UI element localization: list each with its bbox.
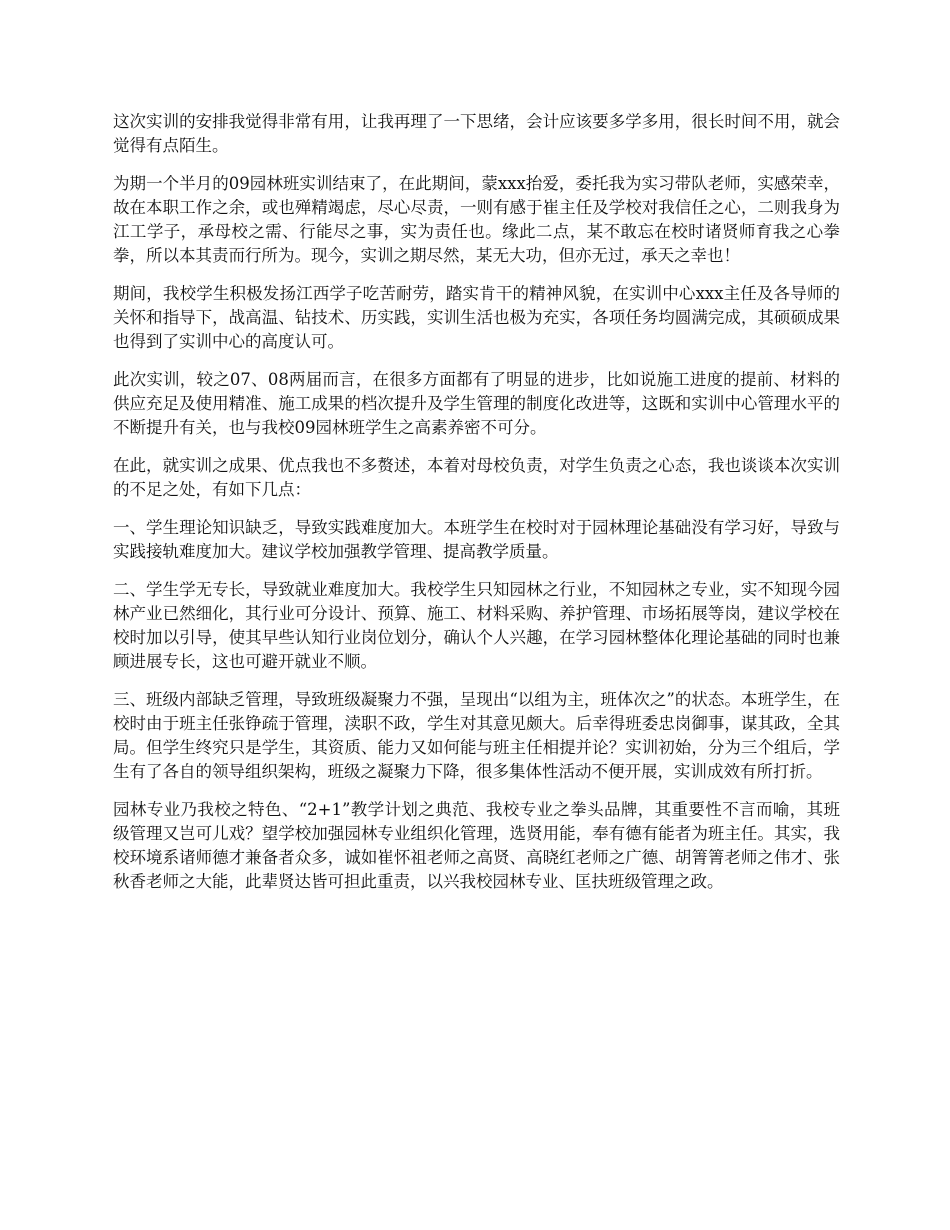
paragraph-8: 三、班级内部缺乏管理，导致班级凝聚力不强，呈现出“以组为主，班体次之”的状态。本班学生，在校时由于班主任张铮疏于管理，渎职不政，学生对其意见颇大。后幸得班委忠岗御事，谋其政，全其局。但学生终究只是学生，其资质、能力又如何能与班主任相提并论？实训初始，分为三个组后，学生有了各自的领导组织架构，班级之凝聚力下降，很多集体性活动不便开展，实训成效有所打折。: [113, 690, 840, 781]
paragraph-2: 为期一个半月的09园林班实训结束了，在此期间，蒙xxx抬爱，委托我为实习带队老师，实感荣幸，故在本职工作之余，或也殚精竭虑，尽心尽责，一则有感于崔主任及学校对我信任之心，二则我身为江工学子，承母校之需、行能尽之事，实为责任也。缘此二点，某不敢忘在校时诸贤师育我之心拳拳，所以本其责而行所为。现今，实训之期尽然，某无大功，但亦无过，承天之幸也！: [113, 174, 840, 265]
paragraph-7: 二、学生学无专长，导致就业难度加大。我校学生只知园林之行业，不知园林之专业，实不知现今园林产业已然细化，其行业可分设计、预算、施工、材料采购、养护管理、市场拓展等岗，建议学校在校时加以引导，使其早些认知行业岗位划分，确认个人兴趣，在学习园林整体化理论基础的同时也兼顾进展专长，这也可避开就业不顺。: [113, 580, 840, 671]
paragraph-6: 一、学生理论知识缺乏，导致实践难度加大。本班学生在校时对于园林理论基础没有学习好，导致与实践接轨难度加大。建议学校加强教学管理、提高教学质量。: [113, 518, 840, 561]
paragraph-9: 园林专业乃我校之特色、“2+1”教学计划之典范、我校专业之拳头品牌，其重要性不言而喻，其班级管理又岂可儿戏？望学校加强园林专业组织化管理，选贤用能，奉有德有能者为班主任。其实，我校环境系诸师德才兼备者众多，诚如崔怀祖老师之高贤、高晓红老师之广德、胡箐箐老师之伟才、张秋香老师之大能，此辈贤达皆可担此重责，以兴我校园林专业、匡扶班级管理之政。: [113, 800, 840, 891]
paragraph-4: 此次实训，较之07、08两届而言，在很多方面都有了明显的进步，比如说施工进度的提前、材料的供应充足及使用精准、施工成果的档次提升及学生管理的制度化改进等，这既和实训中心管理水平的不断提升有关，也与我校09园林班学生之高素养密不可分。: [113, 370, 840, 437]
paragraph-5: 在此，就实训之成果、优点我也不多赘述，本着对母校负责，对学生负责之心态，我也谈谈本次实训的不足之处，有如下几点：: [113, 456, 840, 499]
paragraph-1: 这次实训的安排我觉得非常有用，让我再理了一下思绪，会计应该要多学多用，很长时间不用，就会觉得有点陌生。: [113, 112, 840, 155]
document-body: [113, 110, 840, 908]
paragraph-3: 期间，我校学生积极发扬江西学子吃苦耐劳，踏实肯干的精神风貌，在实训中心xxx主任及各导师的关怀和指导下，战高温、钻技术、历实践，实训生活也极为充实，各项任务均圆满完成，其硕硕成果也得到了实训中心的高度认可。: [113, 284, 840, 351]
